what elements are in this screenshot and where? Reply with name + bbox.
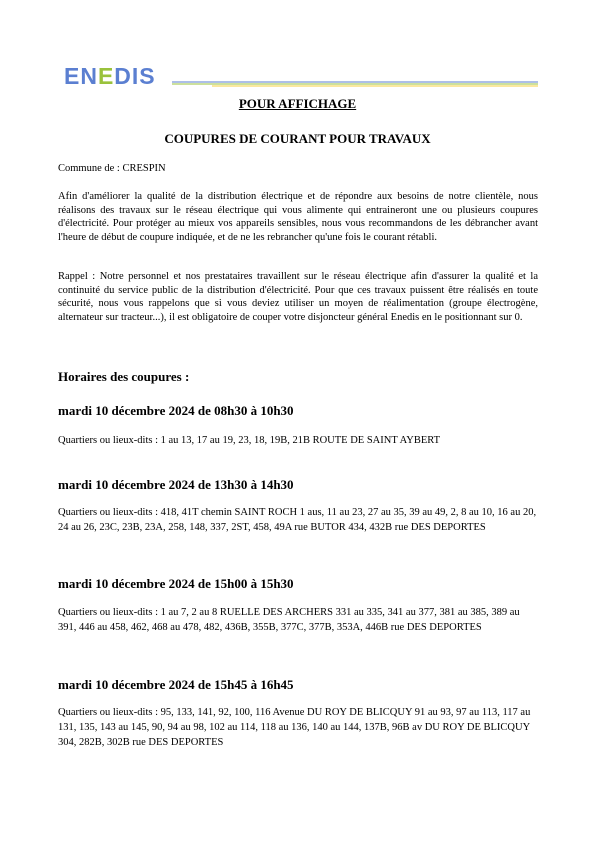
header-decorative-lines [172,80,538,88]
slot-time-2: mardi 10 décembre 2024 de 13h30 à 14h30 [58,477,294,492]
enedis-logo [64,63,156,89]
logo-text-part1: EN [64,63,98,89]
slot-places-2: Quartiers ou lieux-dits : 418, 41T chemin SAINT ROCH 1 aus, 11 au 23, 27 au 35, 39 au 49, 2, 8 au 10, 16 au 20, 24 au 26, 23C, 23B, 23A, 258, 148, 337, 2ST, 458, 49A rue BUTOR 434, 432B rue DES DEPORTES [58,507,537,533]
logo-text-part3: DIS [114,63,156,89]
slot-time-1: mardi 10 décembre 2024 de 08h30 à 10h30 [58,403,294,418]
slot-time-4: mardi 10 décembre 2024 de 15h45 à 16h45 [58,677,294,692]
schedule-heading: Horaires des coupures : [58,369,190,384]
page-title: POUR AFFICHAGE [238,96,357,111]
intro-paragraph: Afin d'améliorer la qualité de la distribution électrique et de répondre aux besoins de notre clientèle, nous réalisons des travaux sur le réseau électrique qui vous alimente qui entraineront une ou plusieurs coupures d'électricité. Pour protéger au mieux vos appareils sensibles, nous vous recommandons de les débrancher avant l'heure de début de coupure indiquée, et de ne les rebrancher qu'une fois le courant rétabli. [58,191,538,243]
page-subtitle: COUPURES DE COURANT POUR TRAVAUX [164,131,431,146]
commune-line: Commune de : CRESPIN [58,163,166,174]
slot-time-3: mardi 10 décembre 2024 de 15h00 à 15h30 [58,576,294,591]
slot-places-1: Quartiers ou lieux-dits : 1 au 13, 17 au 19, 23, 18, 19B, 21B ROUTE DE SAINT AYBERT [58,435,441,446]
logo-text-part2: E [97,63,115,89]
rappel-paragraph: Rappel : Notre personnel et nos prestataires travaillent sur le réseau électrique afin d'assurer la qualité et la continuité du service public de la distribution d'électricité. Pour que ces travaux puissent être réalisés en toute sécurité, nous vous rappelons que si vous deviez utiliser un moyen de réalimentation (groupe électrogène, alternateur sur tracteur...), il est obligatoire de couper votre disjoncteur général Enedis en le positionnant sur 0. [58,271,538,323]
slot-places-3: Quartiers ou lieux-dits : 1 au 7, 2 au 8 RUELLE DES ARCHERS 331 au 335, 341 au 377, 381 au 385, 389 au 391, 446 au 458, 462, 468 au 478, 482, 436B, 355B, 377C, 377B, 353A, 446B rue DES DEPORTES [58,607,520,633]
slot-places-4: Quartiers ou lieux-dits : 95, 133, 141, 92, 100, 116 Avenue DU ROY DE BLICQUY 91 au 93, 97 au 113, 117 au 131, 135, 143 au 145, 90, 94 au 98, 102 au 114, 118 au 136, 140 au 144, 137B, 96B av DU ROY DE BLICQUY 304, 282B, 302B rue DES DEPORTES [58,707,531,748]
